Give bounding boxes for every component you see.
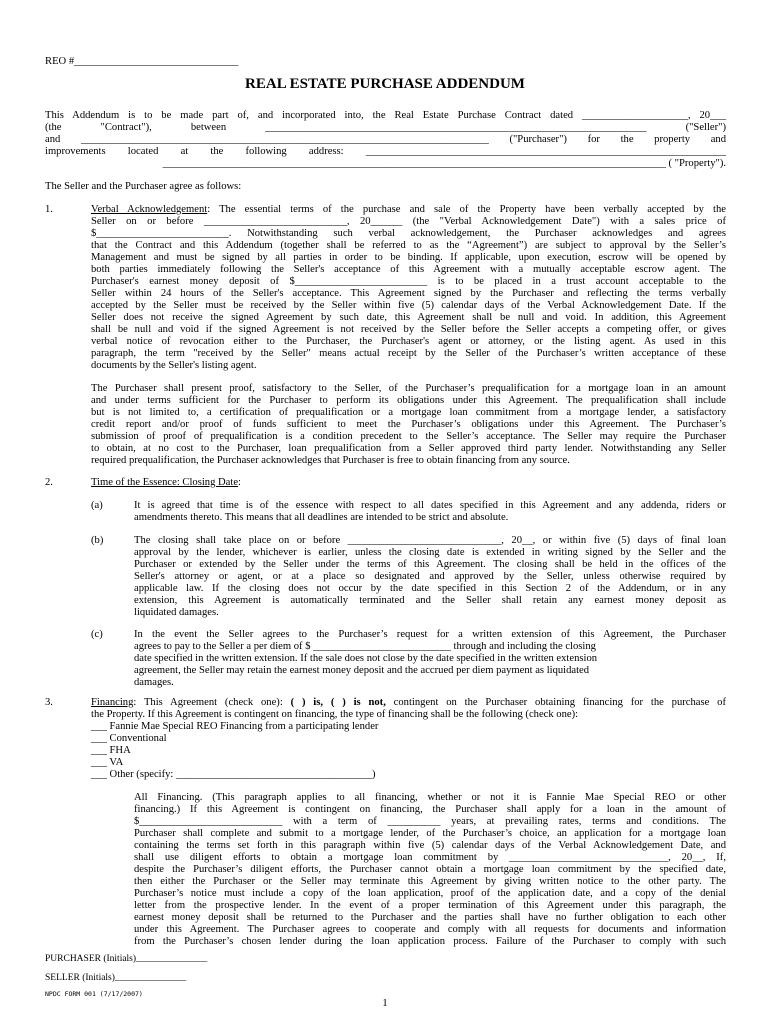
intro-line: and _____________________________________________________________________________ ("Purchaser") for the property and	[45, 134, 726, 145]
section-2a-line: It is agreed that time is of the essence with respect to all dates specified in this Agreement and any addenda, riders or	[134, 500, 726, 511]
section-2c-line: agreement, the Seller may retain the earnest money deposit and the accrued per diem payment as liquidated	[134, 665, 590, 676]
all-financing-line: letter from the prospective lender. In the event of a proper termination of this Agreement under this paragraph, the	[134, 900, 726, 911]
section-1-line: that the Contract and this Addendum (together shall be referred to as the “Agreement”) are subject to approval by the Seller’s	[91, 240, 726, 251]
section-3-heading: Financing	[91, 697, 134, 708]
section-1-p2-line: submission of proof of prequalification is a condition precedent to the Seller’s acceptance. The Seller may require the Purchaser	[91, 431, 726, 442]
all-financing-line: Purchaser’s notice must include a copy of the loan application, proof of the application date, and a copy of the denial	[134, 888, 726, 899]
financing-option-va[interactable]: ___ VA	[91, 757, 124, 768]
section-number: 2.	[45, 477, 53, 488]
section-1-line: Seller within 24 hours of the Seller's acceptance. This Agreement signed by the Purchaser and reflecting the terms verbally	[91, 288, 726, 299]
all-financing-line: shall use diligent efforts to obtain a mortgage loan commitment by ______________________________, 20__, If,	[134, 852, 726, 863]
section-1-line: Seller on or before ___________________________, 20______ (the "Verbal Acknowledgement Date") with a sales price of	[91, 216, 726, 227]
section-1-first-line	[91, 204, 726, 216]
financing-option-fha[interactable]: ___ FHA	[91, 745, 131, 756]
section-3-text: contingent on the Purchaser obtaining financing for the purchase of	[385, 697, 726, 708]
section-1-line: Seller does not receive the signed Agreement by such date, this Agreement shall be null and void. In addition, this Agreement	[91, 312, 726, 323]
all-financing-line: despite the Purchaser’s diligent efforts, the Purchaser cannot obtain a mortgage loan commitment by the specified date,	[134, 864, 726, 875]
subsection-label: (c)	[91, 629, 103, 640]
all-financing-line: then either the Purchaser or the Seller may terminate this Agreement by giving written notice to the other party. The	[134, 876, 726, 887]
reo-number: REO #_______________________________	[45, 56, 239, 67]
section-1-p2-line: and under terms sufficient for the Purchaser to perform its obligations under this Agreement. The prequalification shall include	[91, 395, 726, 406]
section-1-p2-line: to obtain, at no cost to the Purchaser, loan prequalification from a Seller approved third party lender. Notwithstanding any Seller	[91, 443, 726, 454]
all-financing-line: $___________________________ with a term of __________ years, at prevailing rates, terms and conditions. The	[134, 816, 726, 827]
section-1-line: documents by the Seller's listing agent.	[91, 360, 257, 371]
section-1-line: shall be null and void if the signed Agreement is not received by the Seller before the Seller accepts a competing offer, or gives	[91, 324, 726, 335]
all-financing-line: Purchaser shall complete and submit to a mortgage lender, of the Purchaser’s choice, an application for a mortgage loan	[134, 828, 726, 839]
section-1-line: accepted by the Seller must be received by the Seller within five (5) calendar days of the Verbal Acknowledgement Date. If the	[91, 300, 726, 311]
subsection-label: (a)	[91, 500, 103, 511]
section-3-first-line	[91, 697, 726, 709]
all-financing-line: All Financing. (This paragraph applies to all financing, whether or not it is Fannie Mae Special REO or other	[134, 792, 726, 803]
section-1-line: Purchaser's earnest money deposit of $_________________________ is to be placed in a trust account acceptable to the	[91, 276, 726, 287]
section-1-line: Management and must be signed by all parties in order to be binding. If applicable, upon execution, escrow will be opened by	[91, 252, 726, 263]
section-1-p2-line: but is not limited to, a certification of prequalification or a mortgage loan commitment from a mortgage lender, a satisfactory	[91, 407, 726, 418]
section-1-p2-line: The Purchaser shall present proof, satisfactory to the Seller, of the Purchaser’s prequalification for a mortgage loan in an amount	[91, 383, 726, 394]
all-financing-line: earnest money deposit shall be returned to the Purchaser and the parties shall have no further obligation to each other	[134, 912, 726, 923]
section-1-p2-line: credit report and/or proof of funds sufficient to meet the Purchaser’s obligations under this Agreement. The Purchaser’s	[91, 419, 726, 430]
section-2b-line: Purchaser or extended by the Seller under the terms of this Agreement. The closing shall be held in the offices of the	[134, 559, 726, 570]
section-number: 3.	[45, 697, 53, 708]
section-1-line: both parties immediately following the Seller's acceptance of this Agreement with a mutually acceptable escrow agent. The	[91, 264, 726, 275]
financing-option-other[interactable]: ___ Other (specify: _____________________________________)	[91, 769, 376, 780]
section-2b-line: extension, this Agreement is automatically terminated and the Seller shall retain any earnest money deposit as	[134, 595, 726, 606]
financing-checkbox-options[interactable]: ( ) is, ( ) is not,	[290, 697, 386, 708]
section-1-heading: Verbal Acknowledgement	[91, 204, 208, 215]
subsection-label: (b)	[91, 535, 104, 546]
section-3-text: : This Agreement (check one):	[133, 697, 291, 708]
form-id: NPDC FORM 001 (7/17/2007)	[45, 990, 143, 998]
section-2a-line: amendments thereto. This means that all deadlines are intended to be strict and absolute.	[134, 512, 509, 523]
section-1-line: verbal notice of revocation either to the Purchaser, the Purchaser's agent or attorney, or the listing agent. As used in this	[91, 336, 726, 347]
section-2c-line: In the event the Seller agrees to the Purchaser’s request for a written extension of this Agreement, the Purchaser	[134, 629, 726, 640]
section-2b-line: The closing shall take place on or before _____________________________, 20__, or within five (5) days of final loan	[134, 535, 726, 546]
all-financing-line: financing.) If this Agreement is contingent on financing, the Purchaser shall apply for a loan in the amount of	[134, 804, 726, 815]
section-1-line: $_________________________. Notwithstanding such verbal acknowledgement, the Purchaser acknowledges and agrees	[91, 228, 726, 239]
section-2b-line: applicable law. If the closing does not occur by the date specified in this Section 2 of the Addendum, or in any	[134, 583, 726, 594]
all-financing-line: from the Purchaser’s chosen lender during the loan application process. Failure of the Purchaser to comply with such	[134, 936, 726, 947]
agree-statement: The Seller and the Purchaser agree as follows:	[45, 181, 242, 192]
page-number: 1	[382, 997, 388, 1009]
all-financing-line: containing the terms set forth in this paragraph within five (5) calendar days of the Verbal Acknowledgement Date, and	[134, 840, 726, 851]
section-1-first-text: : The essential terms of the purchase and sale of the Property have been verbally accepted by the	[207, 204, 727, 215]
intro-line: _______________________________________________________________________________________________ ( "Property").	[162, 158, 726, 169]
purchaser-initials[interactable]: PURCHASER (Initials)_______________	[45, 954, 208, 964]
financing-option-fannie-mae[interactable]: ___ Fannie Mae Special REO Financing from a participating lender	[91, 721, 379, 732]
section-2-heading-colon: :	[238, 477, 241, 488]
section-2b-line: approval by the lender, whichever is earlier, unless the closing date is extended in writing signed by the Seller and the	[134, 547, 726, 558]
document-title: REAL ESTATE PURCHASE ADDENDUM	[245, 76, 525, 92]
section-2-heading-line	[91, 477, 726, 489]
section-2c-line: damages.	[134, 677, 174, 688]
section-2c-line: date specified in the written extension. If the sale does not close by the date specified in the written extension	[134, 653, 598, 664]
section-1-p2-line: required prequalification, the Purchaser acknowledges that Purchaser is free to obtain financing from any source.	[91, 455, 570, 466]
intro-line: (the "Contract"), between ________________________________________________________________________ ("Seller")	[45, 122, 726, 133]
section-1-line: paragraph, the term "received by the Seller" means actual receipt by the Seller of the Purchaser’s written acceptance of these	[91, 348, 726, 359]
section-3-line: the Property. If this Agreement is contingent on financing, the type of financing shall be the following (check one):	[91, 709, 579, 720]
intro-line: improvements located at the following address: ____________________________________________________________________	[45, 146, 726, 157]
all-financing-line: under this Agreement. The Purchaser agrees to cooperate and comply with all requests for documents and information	[134, 924, 726, 935]
intro-line: This Addendum is to be made part of, and incorporated into, the Real Estate Purchase Contract dated ____________________, 20___	[45, 110, 726, 121]
section-2-heading: Time of the Essence: Closing Date	[91, 477, 239, 488]
section-2c-line: agrees to pay to the Seller a per diem of $ __________________________ through and including the closing	[134, 641, 596, 652]
section-2b-line: liquidated damages.	[134, 607, 219, 618]
financing-option-conventional[interactable]: ___ Conventional	[91, 733, 167, 744]
seller-initials[interactable]: SELLER (Initials)_______________	[45, 973, 187, 983]
section-number: 1.	[45, 204, 53, 215]
section-2b-line: Seller's attorney or agent, or at a place so designated and approved by the Seller, unless otherwise required by	[134, 571, 726, 582]
